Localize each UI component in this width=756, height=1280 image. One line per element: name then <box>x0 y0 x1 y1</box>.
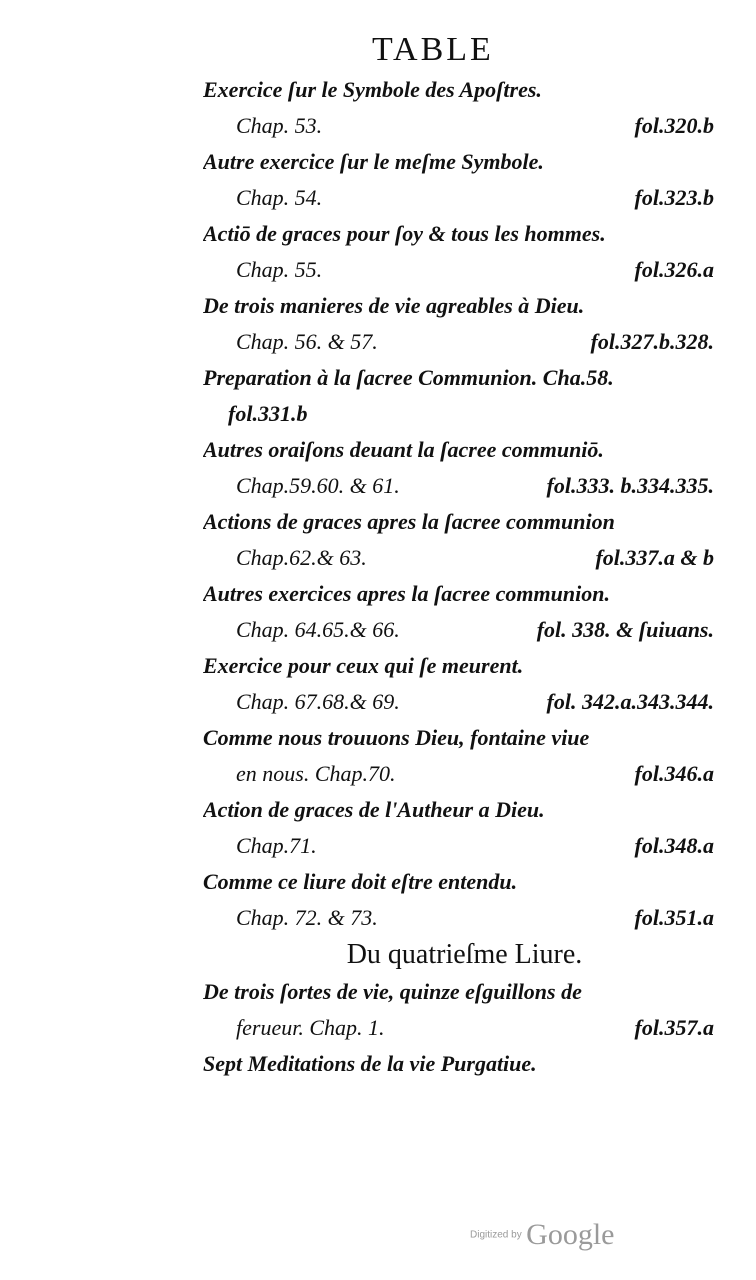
chapter-ref: Chap. 53. <box>236 113 323 138</box>
section-heading: Du quatrieſme Liure. <box>346 939 583 970</box>
entry-title-continued: ferueur. Chap. 1. <box>236 1015 385 1040</box>
folio-ref: fol.337.a & b <box>595 545 714 570</box>
folio-ref: fol. 338. & ſuiuans. <box>536 617 714 642</box>
entry-reference <box>203 180 718 216</box>
folio-ref: fol.326.a <box>634 257 714 282</box>
chapter-ref: Chap.71. <box>236 833 317 858</box>
entry-title: De trois ſortes de vie, quinze eſguillons de <box>203 979 582 1004</box>
folio-ref: fol.346.a <box>634 761 714 786</box>
digitized-label: Digitized by <box>470 1229 522 1241</box>
folio-ref: fol. 342.a.343.344. <box>546 689 714 714</box>
entry-reference <box>203 684 718 720</box>
entry-reference <box>203 108 718 144</box>
folio-ref: fol.331.b <box>228 401 308 426</box>
chapter-ref: Chap. 64.65.& 66. <box>236 617 400 642</box>
entry-reference <box>203 828 718 864</box>
entry-title: Comme ce liure doit eſtre entendu. <box>203 869 518 894</box>
chapter-ref: Chap. 72. & 73. <box>236 905 378 930</box>
entry-title: Actions de graces apres la ſacree communion <box>203 509 615 534</box>
folio-ref: fol.333. b.334.335. <box>546 473 714 498</box>
entry-title: Autres exercices apres la ſacree communion. <box>203 581 610 606</box>
entry-title: Exercice pour ceux qui ſe meurent. <box>203 653 524 678</box>
table-of-contents <box>203 72 718 1082</box>
entry-title: Actiō de graces pour ſoy & tous les hommes. <box>203 221 606 246</box>
folio-ref: fol.348.a <box>634 833 714 858</box>
entry-title: Autres oraiſons deuant la ſacree communiō. <box>203 437 604 462</box>
entry-title: Sept Meditations de la vie Purgatiue. <box>203 1051 537 1076</box>
entry-reference <box>203 324 718 360</box>
entry-title: De trois manieres de vie agreables à Dieu. <box>203 293 585 318</box>
entry-title: Preparation à la ſacree Communion. Cha.58. <box>203 365 614 390</box>
entry-reference <box>203 900 718 936</box>
folio-ref: fol.351.a <box>634 905 714 930</box>
entry-title: Comme nous trouuons Dieu, fontaine viue <box>203 725 590 750</box>
page-title: TABLE <box>372 31 494 68</box>
entry-reference <box>203 540 718 576</box>
entry-reference <box>203 756 718 792</box>
chapter-ref: Chap. 55. <box>236 257 323 282</box>
digitized-watermark <box>470 1218 614 1252</box>
entry-title: Autre exercice ſur le meſme Symbole. <box>203 149 544 174</box>
folio-ref: fol.327.b.328. <box>590 329 714 354</box>
entry-reference <box>203 612 718 648</box>
chapter-ref: Chap. 67.68.& 69. <box>236 689 400 714</box>
entry-reference <box>203 468 718 504</box>
entry-reference <box>203 252 718 288</box>
chapter-ref: Chap.59.60. & 61. <box>236 473 400 498</box>
chapter-ref: Chap. 54. <box>236 185 323 210</box>
google-logo: Google <box>526 1218 615 1251</box>
chapter-ref: Chap. 56. & 57. <box>236 329 378 354</box>
entry-title: Action de graces de l'Autheur a Dieu. <box>203 797 545 822</box>
entry-reference <box>203 396 718 432</box>
entry-title-continued: en nous. Chap.70. <box>236 761 396 786</box>
entry-title: Exercice ſur le Symbole des Apoſtres. <box>203 77 542 102</box>
folio-ref: fol.320.b <box>634 113 714 138</box>
folio-ref: fol.357.a <box>634 1015 714 1040</box>
chapter-ref: Chap.62.& 63. <box>236 545 367 570</box>
folio-ref: fol.323.b <box>634 185 714 210</box>
entry-reference <box>203 1010 718 1046</box>
